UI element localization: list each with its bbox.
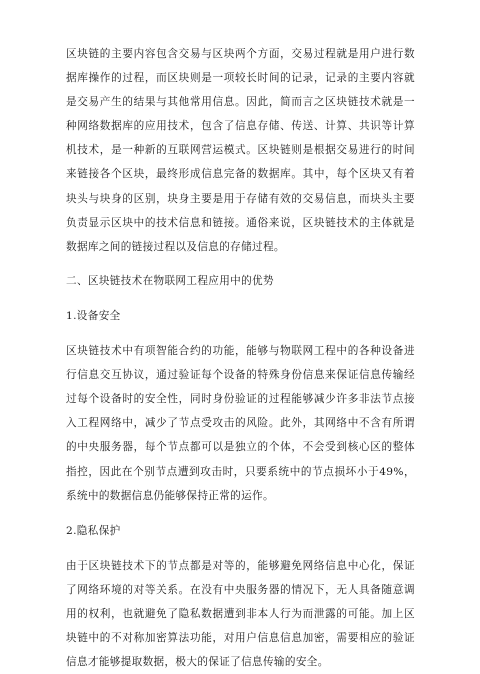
device-security-paragraph: 区块链技术中有项智能合约的功能，能够与物联网工程中的各种设备进行信息交互协议，通过验证每个设备的特殊身份信息来保证信息传输经过每个设备时的安全性，同时身份验证的过程能够减少许多非法节点接入工程网络中，减少了节点受攻击的风险。此外，其网络中不含有所谓的中央服务器，每个节点都可以是独立的个体，不会受到核心区的整体指控，因此在个别节点遭到攻击时，只要系统中的节点损坏小于49%，系统中的数据信息仍能够保持正常的运作。: [66, 345, 415, 502]
subheading-privacy-protection: 2.隐私保护: [66, 524, 121, 537]
section-heading-advantages: 二、区块链技术在物联网工程应用中的优势: [66, 274, 274, 287]
document-page: [66, 42, 415, 674]
intro-paragraph: 区块链的主要内容包含交易与区块两个方面，交易过程就是用户进行数据库操作的过程，而区块则是一项较长时间的记录，记录的主要内容就是交易产生的结果与其他常用信息。因此，简而言之区块链技术就是一种网络数据库的应用技术，包含了信息存储、传送、计算、共识等计算机技术，是一种新的互联网营运模式。区块链则是根据交易进行的时间来链接各个区块，最终形成信息完备的数据库。其中，每个区块又有着块头与块身的区别，块身主要是用于存储有效的交易信息，而块头主要负责显示区块中的技术信息和链接。通俗来说，区块链技术的主体就是数据库之间的链接过程以及信息的存储过程。: [66, 48, 415, 253]
subheading-device-security: 1.设备安全: [66, 309, 121, 322]
privacy-protection-paragraph: 由于区块链技术下的节点都是对等的，能够避免网络信息中心化，保证了网络环境的对等关系。在没有中央服务器的情况下，无人具备随意调用的权利，也就避免了隐私数据遭到非本人行为而泄露的可能。加上区块链中的不对称加密算法功能，对用户信息信息加密，需要相应的验证信息才能够提取数据，极大的保证了信息传输的安全。: [66, 559, 415, 669]
